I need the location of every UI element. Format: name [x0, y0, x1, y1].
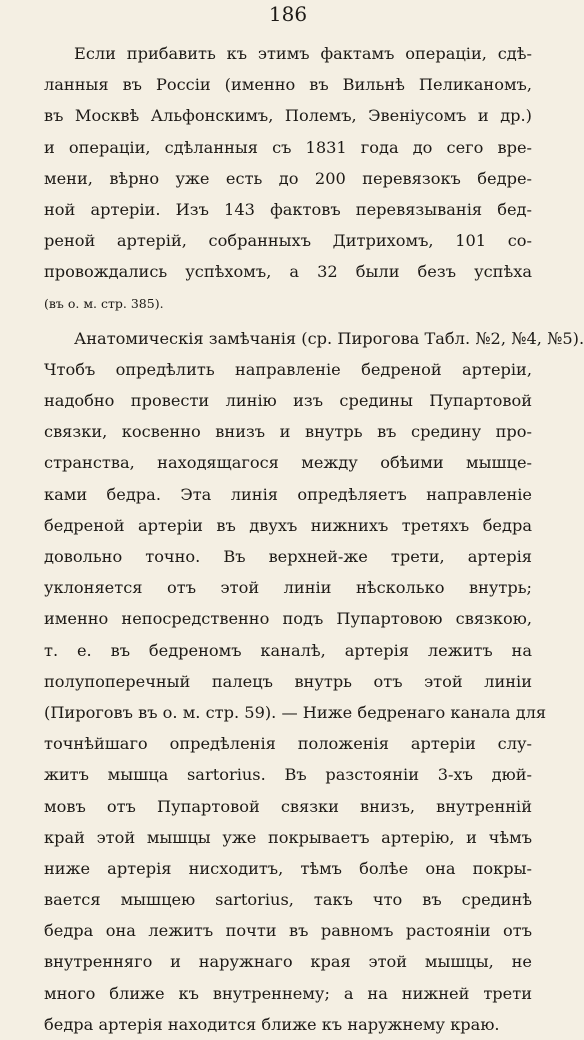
- text-line: внутренняго и наружнаго края этой мышцы, не: [44, 952, 532, 972]
- text-line: полупоперечный палецъ внутрь отъ этой линіи: [44, 671, 532, 691]
- text-line: довольно точно. Въ верхней-же трети, артерія: [44, 547, 532, 566]
- text-line: бедра она лежитъ почти въ равномъ растояніи отъ: [44, 921, 532, 941]
- text-line: ками бедра. Эта линія опредѣляетъ направленіе: [44, 484, 532, 504]
- text-line: въ Москвѣ Альфонскимъ, Полемъ, Эвеніусомъ и др.): [44, 106, 532, 126]
- text-line: мовъ отъ Пупартовой связки внизъ, внутренній: [44, 796, 532, 816]
- text-line: связки, косвенно внизъ и внутрь въ средину про-: [44, 422, 532, 442]
- text-line: именно непосредственно подъ Пупартовою связкою,: [44, 609, 532, 629]
- page-number: 186: [268, 2, 308, 26]
- text-line: точнѣйшаго опредѣленія положенія артеріи слу-: [44, 734, 532, 754]
- text-line: бедреной артеріи въ двухъ нижнихъ третяхъ бедра: [44, 515, 532, 535]
- text-line: Если прибавить къ этимъ фактамъ операціи, сдѣ-: [74, 44, 532, 63]
- text-line: ниже артерія нисходитъ, тѣмъ болѣе она покры-: [44, 858, 532, 878]
- text-line: уклоняется отъ этой линіи нѣсколько внутрь;: [44, 578, 532, 598]
- text-line: Анатомическія замѣчанія (ср. Пирогова Табл. №2, №4, №5).: [74, 328, 584, 348]
- text-line: странства, находящагося между обѣими мышце-: [44, 453, 532, 473]
- text-line: (Пироговъ въ о. м. стр. 59). — Ниже бедренаго канала для: [44, 702, 547, 722]
- paragraph-1: [44, 38, 532, 319]
- text-line: бедра артерія находится ближе къ наружнему краю.: [44, 1014, 500, 1034]
- text-line: ланныя въ Россіи (именно въ Вильнѣ Пеликаномъ,: [44, 75, 532, 95]
- text-line: (въ о. м. стр. 385).: [44, 295, 164, 311]
- text-line: житъ мышца sartorius. Въ разстояніи 3-хъ дюй-: [44, 765, 532, 785]
- text-line: реной артерій, собранныхъ Дитрихомъ, 101 со-: [44, 231, 532, 251]
- text-line: провождались успѣхомъ, а 32 были безъ успѣха: [44, 262, 532, 282]
- text-line: край этой мышцы уже покрываетъ артерію, и чѣмъ: [44, 827, 532, 847]
- text-line: и операціи, сдѣланныя съ 1831 года до сего вре-: [44, 137, 532, 157]
- text-line: вается мышцею sartorius, такъ что въ срединѣ: [44, 890, 532, 910]
- text-line: Чтобъ опредѣлить направленіе бедреной артеріи,: [44, 359, 532, 379]
- text-line: т. е. въ бедреномъ каналѣ, артерія лежитъ на: [44, 640, 532, 660]
- text-line: много ближе къ внутреннему; а на нижней трети: [44, 983, 532, 1003]
- text-line: мени, вѣрно уже есть до 200 перевязокъ бедре-: [44, 168, 532, 188]
- paragraph-2: [44, 323, 584, 1040]
- text-line: надобно провести линію изъ средины Пупартовой: [44, 391, 532, 411]
- text-line: ной артеріи. Изъ 143 фактовъ перевязыванія бед-: [44, 199, 532, 219]
